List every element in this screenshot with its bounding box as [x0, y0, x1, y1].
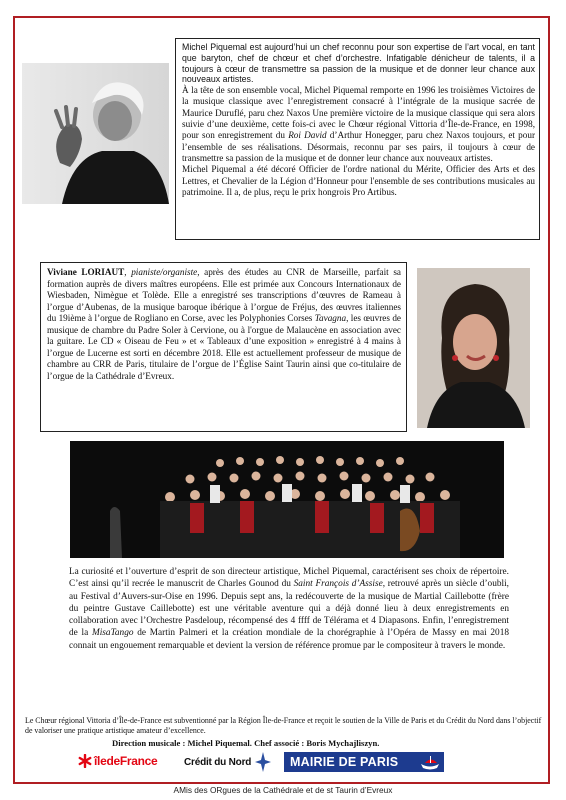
piquemal-bio-honours: Michel Piquemal a été décoré Officier de l'ordre national du Mérite, Officier des Arts et des Lettres, et Chevalier de la Légion d’Honneur pour l'ensemble de ses contributions musicales au patrimoine. Il a, de plus, reçu le prix hongrois Pro Artibus.	[182, 164, 535, 197]
asterisk-icon	[78, 754, 92, 768]
piquemal-photo	[22, 63, 169, 204]
logo-mairie-de-paris-text: MAIRIE DE PARIS	[290, 755, 399, 769]
star-icon	[255, 752, 271, 772]
loriaut-bio-box	[40, 262, 407, 432]
logo-ile-de-france	[78, 752, 157, 770]
logo-ile-de-france-text: îledeFrance	[94, 754, 158, 768]
loriaut-name: Viviane LORIAUT	[47, 267, 125, 277]
piquemal-bio-intro: Michel Piquemal est aujourd’hui un chef reconnu pour son expertise de l’art vocal, en tant que baryton, chef de chœur et chef d’orchestre. Infatigable dénicheur de talents, il a toujours à cœur de transmettre sa passion de la musique et de donner leur chance aux nouveaux artistes.	[182, 42, 535, 85]
logo-credit-du-nord	[184, 753, 271, 771]
direction-credits: Direction musicale : Michel Piquemal. Chef associé : Boris Mychajliszyn.	[112, 738, 380, 748]
loriaut-photo	[417, 268, 530, 428]
ship-icon	[419, 754, 441, 770]
logo-mairie-de-paris	[284, 752, 444, 772]
choir-photo	[70, 441, 504, 558]
association-name: AMis des ORgues de la Cathédrale et de st Taurin d’Evreux	[173, 785, 393, 795]
logo-credit-du-nord-text: Crédit du Nord	[184, 756, 252, 768]
piquemal-bio-victoires: À la tête de son ensemble vocal, Michel Piquemal remporte en 1996 les troisièmes Victoires de la musique classique avec l’enregistrement consacré à l’intégrale de la musique sacrée de Maurice Duruflé, paru chez Naxos Une première victoire de la musique classique qui sera alors suivie d’une deuxième, cette fois-ci avec le Chœur régional Vittoria d’Île-de-France, en 1998, pour son enregistrement du Roi David d’Arthur Honegger, paru chez Naxos toujours, et pour l’ensemble de ses réalisations. Désormais, reconnu par ses pairs, il toujours à cœur de transmettre sa passion de la musique et de donner leur chance aux nouveaux artistes.	[182, 85, 536, 163]
piquemal-bio-box	[175, 38, 540, 240]
funding-statement: Le Chœur régional Vittoria d’Île-de-France est subventionné par la Région Île-de-France et reçoit le soutien de la Ville de Paris et du Crédit du Nord dans l’objectif de valoriser une pratique artistique amateur d’excellence.	[25, 716, 542, 735]
loriaut-bio-text: Viviane LORIAUT, pianiste/organiste, après des études au CNR de Marseille, parfait sa formation auprès de divers maîtres européens. Elle est primée aux Concours Internationaux de Wiesbaden, Nimègue et Tolède. Elle a enregistré ses transcriptions d’œuvres de Rameau à l’orgue d’Aubenas, de la musique baroque ibérique à l’orgue de Fréjus, des œuvres italiennes du 19ième à l’orgue de Rogliano en Corse, avec les Polyphonies Corses Tavagna, les œuvres de musique de chambre du Padre Soler à Cervione, ou à l'orgue de Malaucène en association avec la guitare. Le CD « Oiseau de Feu » et « Tableaux d’une exposition » enregistré à 4 mains à l’orgue de Lucerne est sorti en décembre 2018. Elle est actuellement professeur de musique de chambre au CRR de Paris, titulaire de l’orgue de l’Église Saint Taurin ainsi que co-titulaire de l’orgue de la Cathédrale d’Evreux.	[47, 267, 402, 381]
choir-text: La curiosité et l’ouverture d’esprit de son directeur artistique, Michel Piquemal, caractérisent ses choix de répertoire. C’est ainsi qu’il recrée le manuscrit de Charles Gounod du Saint François d’Assise, retrouvé après un siècle d’oubli, au Festival d’Auvers-sur-Oise en 1996. Depuis sept ans, la redécouverte de la musique de Martial Caillebotte (frère du peintre Gustave Caillebotte) est une véritable aventure qui a déjà donné lieu à deux enregistrements en collaboration avec l’Orchestre Pasdeloup, récompensé des 4 ffff de Télérama et 4 Diapasons. Enfin, l’enregistrement de la MisaTango de Martin Palmeri et la création mondiale de la chorégraphie à l’Opéra de Massy en mai 2018 connait un engouement remarquable et devient la version de référence promue par le compositeur à travers le monde.	[69, 567, 510, 651]
